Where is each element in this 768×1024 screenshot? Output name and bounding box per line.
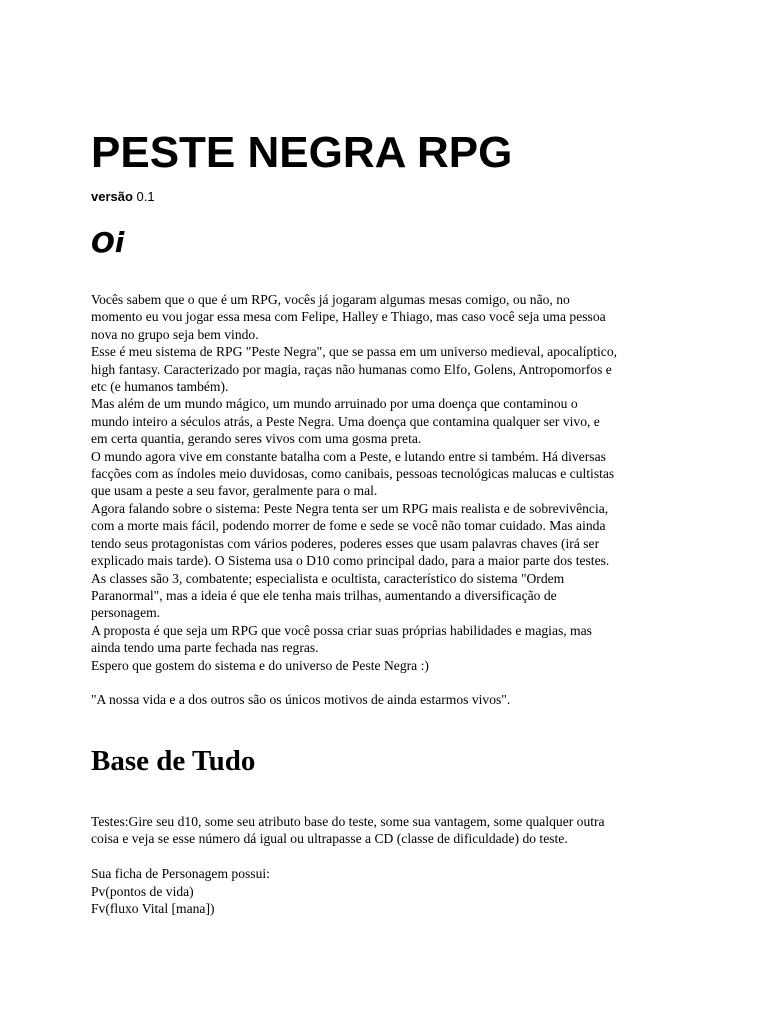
intro-line: facções com as índoles meio duvidosas, como canibais, pessoas tecnológicas malucas e cultistas [91, 466, 615, 482]
greeting-heading: Oi [91, 226, 125, 259]
intro-line: personagem. [91, 605, 161, 621]
intro-line: ainda tendo uma parte fechada nas regras. [91, 640, 319, 656]
intro-line: As classes são 3, combatente; especialista e ocultista, característico do sistema "Ordem [91, 570, 565, 586]
intro-line: etc (e humanos também). [91, 379, 229, 395]
intro-line: Paranormal", mas a ideia é que ele tenha mais trilhas, aumentando a diversificação de [91, 587, 557, 603]
section-heading: Base de Tudo [91, 745, 256, 777]
intro-line: Mas além de um mundo mágico, um mundo arruinado por uma doença que contaminou o [91, 396, 578, 412]
section-text [91, 813, 691, 917]
intro-line: com a morte mais fácil, podendo morrer de fome e sede se você não tomar cuidado. Mas ainda [91, 518, 606, 534]
intro-line: nova no grupo seja bem vindo. [91, 326, 259, 342]
sheet-line: Sua ficha de Personagem possui: [91, 866, 270, 882]
intro-line: high fantasy. Caracterizado por magia, raças não humanas como Elfo, Golens, Antropomorfos e [91, 361, 612, 377]
document-title: PESTE NEGRA RPG [91, 128, 513, 177]
intro-line: O mundo agora vive em constante batalha com a Peste, e lutando entre si também. Há diversas [91, 448, 606, 464]
intro-line: tendo seus protagonistas com vários poderes, poderes esses que usam palavras chaves (irá ser [91, 535, 600, 551]
sheet-line: Fv(fluxo Vital [mana]) [91, 901, 215, 917]
intro-line: Esse é meu sistema de RPG "Peste Negra", que se passa em um universo medieval, apocalíptico, [91, 344, 618, 360]
intro-line: Agora falando sobre o sistema: Peste Negra tenta ser um RPG mais realista e de sobrevivência, [91, 500, 609, 516]
intro-text [91, 291, 691, 709]
intro-line: momento eu vou jogar essa mesa com Felipe, Halley e Thiago, mas caso você seja uma pessoa [91, 309, 606, 325]
paragraph-gap [91, 674, 691, 691]
intro-line: que usam a peste a seu favor, geralmente para o mal. [91, 483, 378, 499]
version-line [91, 188, 155, 206]
intro-line: Espero que gostem do sistema e do universo de Peste Negra :) [91, 657, 429, 673]
paragraph-gap [91, 848, 691, 865]
version-label: versão [91, 189, 133, 204]
intro-line: Vocês sabem que o que é um RPG, vocês já jogaram algumas mesas comigo, ou não, no [91, 292, 570, 307]
sheet-line: Pv(pontos de vida) [91, 883, 194, 899]
quote-line: "A nossa vida e a dos outros são os únicos motivos de ainda estarmos vivos". [91, 692, 511, 708]
tests-line: coisa e veja se esse número dá igual ou ultrapasse a CD (classe de dificuldade) do teste. [91, 831, 568, 847]
version-value: 0.1 [136, 189, 155, 204]
intro-line: A proposta é que seja um RPG que você possa criar suas próprias habilidades e magias, mas [91, 622, 592, 638]
tests-line: Testes:Gire seu d10, some seu atributo base do teste, some sua vantagem, some qualquer outra [91, 814, 605, 829]
intro-line: em certa quantia, gerando seres vivos com uma gosma preta. [91, 431, 422, 447]
intro-line: mundo inteiro a séculos atrás, a Peste Negra. Uma doença que contamina qualquer ser vivo, e [91, 413, 600, 429]
intro-line: explicado mais tarde). O Sistema usa o D10 como principal dado, para a maior parte dos testes. [91, 553, 610, 569]
